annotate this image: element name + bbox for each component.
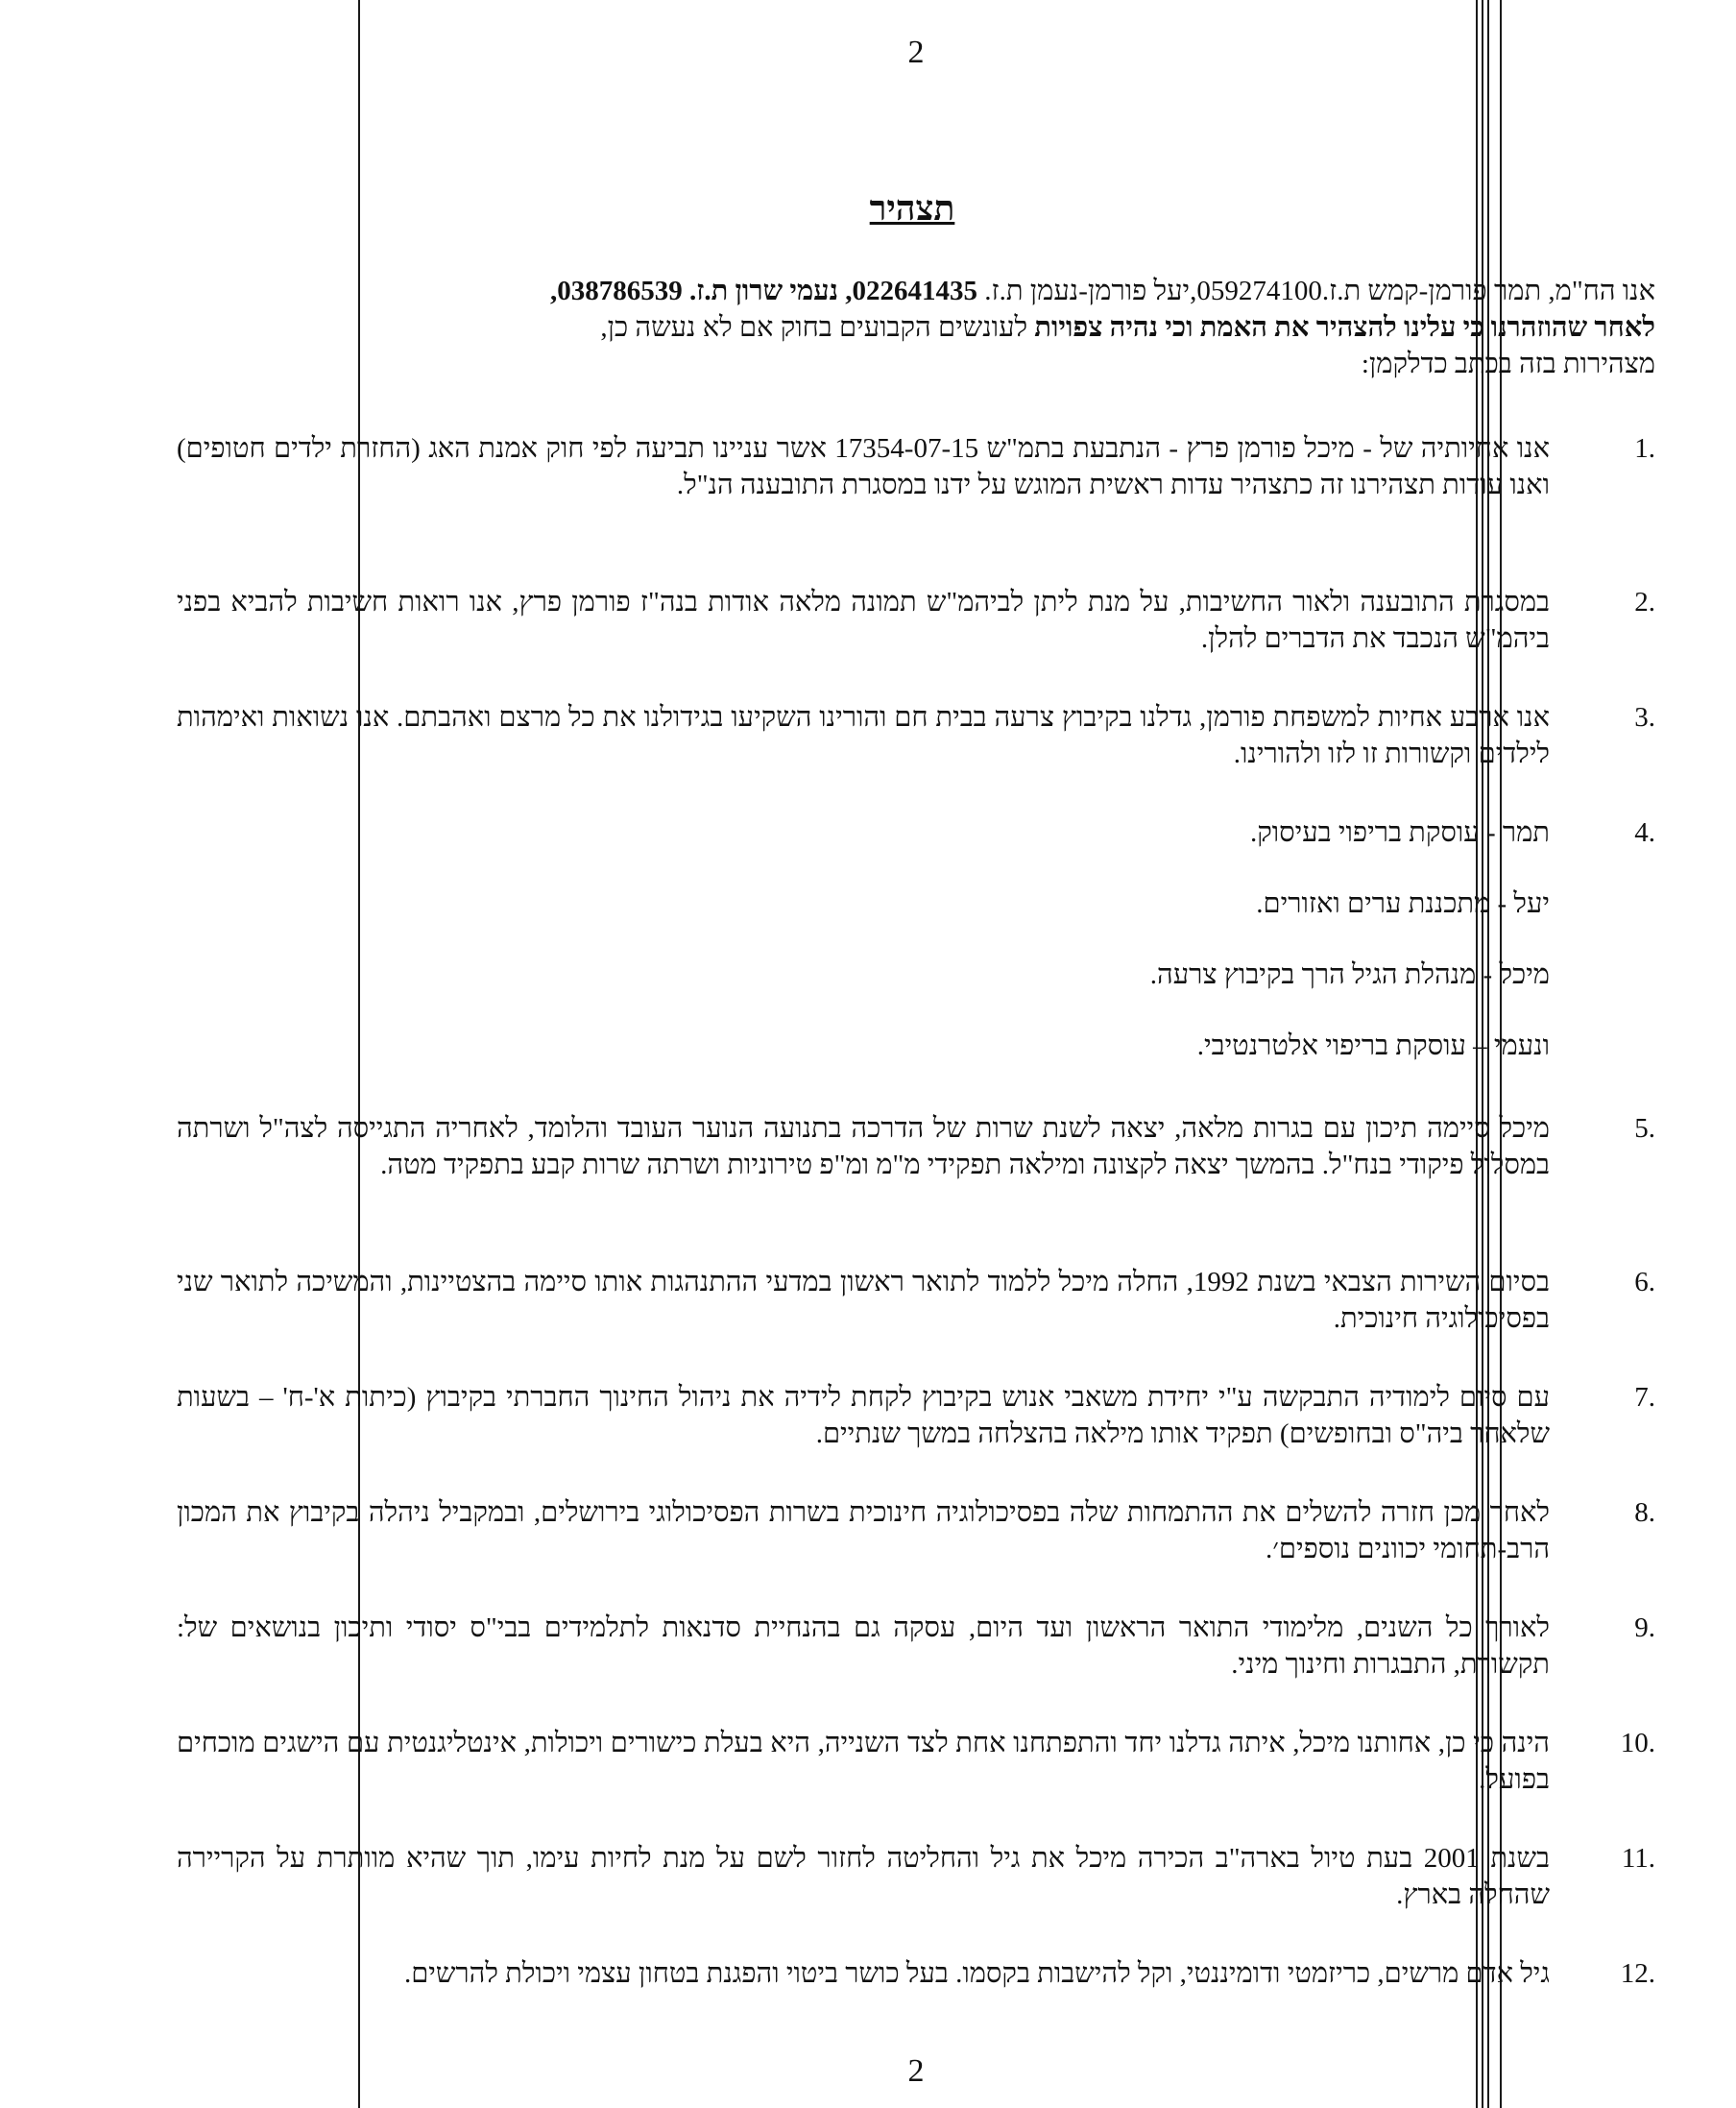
intro-bold-text: לאחר שהוזהרנו כי עלינו להצהיר את האמת וכי נהיה צפויות <box>1034 312 1655 343</box>
intro-bold-text: 022641435, נעמי שרון ת.ז. 038786539, <box>550 276 978 306</box>
item-number: 11. <box>1621 1843 1655 1874</box>
item-number: 1. <box>1634 433 1655 464</box>
item-text: לאורך כל השנים, מלימודי התואר הראשון ועד היום, עסקה גם בהנחיית סדנאות לתלמידים בבי"ס יסודי ותיכון בנושאים של: תקשורת, התבגרות וחינוך מיני. <box>177 1612 1550 1680</box>
item-text: תמר - עוסקת בריפוי בעיסוק. <box>1249 817 1550 848</box>
intro-line-2 <box>177 309 1655 346</box>
item-text: בשנת 2001 בעת טיול בארה"ב הכירה מיכל את גיל והחליטה לחזור לשם על מנת לחיות עימו, תוך שהיא מוותרת על הקריירה שהחלה בארץ. <box>177 1843 1550 1910</box>
item-text: במסגרת התובענה ולאור החשיבות, על מנת ליתן לביהמ"ש תמונה מלאה אודות בנה"ז פורמן פרץ, אנו רואות חשיבות להביא בפני ביהמ"ש הנכבד את הדברים להלן. <box>177 587 1550 654</box>
item-number: 12. <box>1620 1958 1655 1989</box>
page-number-bottom: 2 <box>907 2053 925 2089</box>
item-text: בסיום השירות הצבאי בשנת 1992, החלה מיכל ללמוד לתואר ראשון במדעי ההתנהגות אותו סיימה בהצטיינות, והמשיכה לתואר שני בפסיכולוגיה חינוכית. <box>177 1267 1550 1334</box>
item-number: 3. <box>1634 702 1655 733</box>
item-number: 10. <box>1620 1728 1655 1758</box>
item-text: ונעמי – עוסקת בריפוי אלטרנטיבי. <box>1196 1030 1550 1061</box>
item-text: אנו אחיותיה של - מיכל פורמן פרץ - הנתבעת בתמ"ש 17354-07-15 אשר עניינו תביעה לפי חוק אמנת האג (החזרת ילדים חטופים) ואנו עודות תצהירנו זה כתצהיר עדות ראשית המוגש על ידנו במסגרת התובענה הנ"ל. <box>177 433 1550 500</box>
item-number: 8. <box>1634 1497 1655 1528</box>
item-text: גיל אדם מרשים, כריזמטי ודומיננטי, וקל להישבות בקסמו. בעל כושר ביטוי והפגנת בטחון עצמי ויכולת להרשים. <box>403 1958 1550 1989</box>
item-text: מיכל סיימה תיכון עם בגרות מלאה, יצאה לשנת שרות של הדרכה בתנועה הנוער העובד והלומד, לאחריה התגייסה לצה"ל ושרתה במסלול פיקודי בנח"ל. בהמשך יצאה לקצונה ומילאה תפקידי מ"מ ומ"פ טירוניות ושרתה שרות קבע בתפקיד מטה. <box>177 1113 1550 1180</box>
item-number: 4. <box>1634 817 1655 848</box>
item-text: מיכל - מנהלת הגיל הרך בקיבוץ צרעה. <box>1149 959 1550 990</box>
intro-text: אנו הח"מ, תמר פורמן-קמש ת.ז.059274100,יעל פורמן-נעמן ת.ז. <box>977 276 1655 306</box>
item-text: אנו ארבע אחיות למשפחת פורמן, גדלנו בקיבוץ צרעה בבית חם והורינו השקיעו בגידולנו את כל מרצם ואהבתם. אנו נשואות ואימהות לילדים וקשורות זו לזו ולהורינו. <box>177 702 1550 769</box>
item-number: 5. <box>1634 1113 1655 1144</box>
intro-line-1 <box>177 273 1655 309</box>
item-text: לאחר מכן חזרה להשלים את ההתמחות שלה בפסיכולוגיה חינוכית בשרות הפסיכולוגי בירושלים, ובמקביל ניהלה בקיבוץ את המכון הרב-תחומי יכוונים נוספים׳. <box>177 1497 1550 1564</box>
item-number: 2. <box>1634 587 1655 618</box>
item-text: יעל - מתכננת ערים ואזורים. <box>1256 888 1550 919</box>
page-number-top: 2 <box>907 35 925 70</box>
item-number: 7. <box>1634 1382 1655 1413</box>
item-number: 9. <box>1634 1612 1655 1643</box>
document-title: תצהיר <box>869 189 955 228</box>
item-text: עם סיום לימודיה התבקשה ע"י יחידת משאבי אנוש בקיבוץ לקחת לידיה את ניהול החינוך החברתי בקיבוץ (כיתות א'-ח' – בשעות שלאחר ביה"ס ובחופשים) תפקיד אותו מילאה בהצלחה במשך שנתיים. <box>177 1382 1550 1449</box>
intro-paragraph <box>177 273 1655 382</box>
item-number: 6. <box>1634 1267 1655 1297</box>
intro-text: לעונשים הקבועים בחוק אם לא נעשה כן, <box>600 312 1035 343</box>
intro-line-3: מצהירות בזה בכתב כדלקמן: <box>1361 349 1655 379</box>
item-text: הינה כי כן, אחותנו מיכל, איתה גדלנו יחד והתפתחנו אחת לצד השנייה, היא בעלת כישורים ויכולות, אינטליגנטית עם הישגים מוכחים בפועל. <box>177 1728 1550 1795</box>
